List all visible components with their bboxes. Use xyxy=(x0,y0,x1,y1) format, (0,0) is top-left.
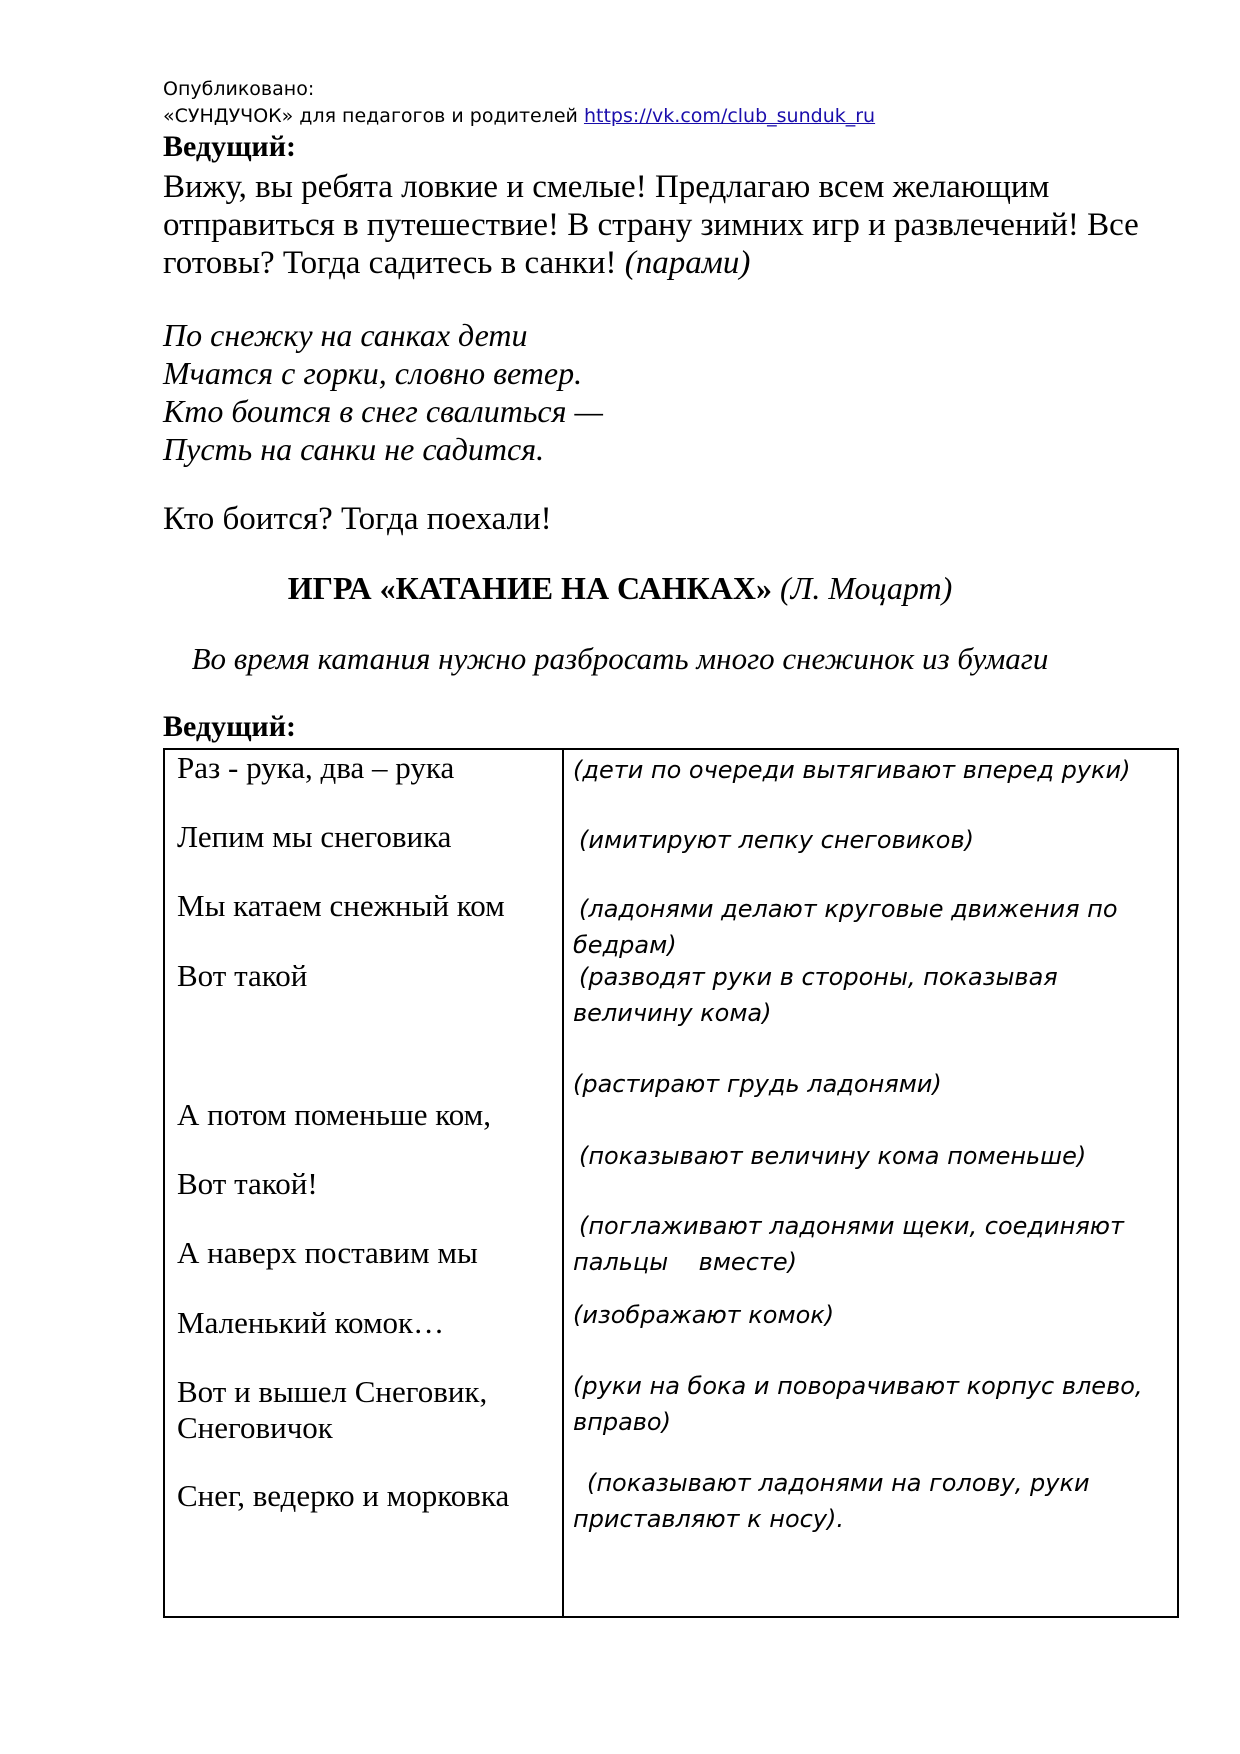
table-right-cell: (поглаживают ладонями щеки, соединяют пальцы вместе) xyxy=(573,1212,1132,1276)
game-composer: (Л. Моцарт) xyxy=(779,570,953,606)
poem-line: Мчатся с горки, словно ветер. xyxy=(163,355,583,391)
intro-text: Вижу, вы ребята ловкие и смелые! Предлагаю всем желающим отправиться в путешествие! В страну зимних игр и развлечений! Все готовы? Тогда садитесь в санки! xyxy=(163,169,1139,281)
table-left-cell: А потом поменьше ком, xyxy=(177,1097,491,1132)
table-right-cell: (дети по очереди вытягивают вперед руки) xyxy=(573,756,1131,784)
poem-line: По снежку на санках дети xyxy=(163,317,528,353)
poem-line: Пусть на санки не садится. xyxy=(163,431,545,467)
after-poem-text: Кто боится? Тогда поехали! xyxy=(163,501,552,537)
speaker-label: Ведущий: xyxy=(163,130,296,163)
table-left-cell: Вот и вышел Снеговик, Снеговичок xyxy=(177,1374,488,1445)
table-left-cell: Снег, ведерко и морковка xyxy=(177,1478,510,1513)
table-right-cell: (показывают ладонями на голову, руки приставляют к носу). xyxy=(573,1469,1090,1533)
table-left-cell: Мы катаем снежный ком xyxy=(177,888,505,923)
table-left-cell: Вот такой! xyxy=(177,1166,318,1201)
source-link[interactable]: https://vk.com/club_sunduk_ru xyxy=(583,105,876,127)
table-right-cell: (ладонями делают круговые движения по бедрам) xyxy=(573,895,1118,959)
table-right-cell: (руки на бока и поворачивают корпус влево, вправо) xyxy=(573,1372,1143,1436)
table-right-cell: (показывают величину кома поменьше) xyxy=(579,1142,1087,1170)
game-title-line xyxy=(0,570,1240,607)
game-title: ИГРА «КАТАНИЕ НА САНКАХ» xyxy=(287,570,772,606)
published-label: Опубликовано: xyxy=(163,78,315,100)
table-divider xyxy=(562,750,564,1616)
table-right-cell: (изображают комок) xyxy=(573,1301,835,1329)
intro-note: (парами) xyxy=(624,245,751,281)
table-left-cell: Вот такой xyxy=(177,958,308,993)
table-right-cell: (растирают грудь ладонями) xyxy=(573,1070,942,1098)
actions-table xyxy=(163,748,1179,1618)
poem-line: Кто боится в снег свалиться — xyxy=(163,393,603,429)
game-note: Во время катания нужно разбросать много снежинок из бумаги xyxy=(191,641,1049,676)
source-line xyxy=(163,105,875,127)
table-left-cell: А наверх поставим мы xyxy=(177,1235,478,1270)
speaker-label-2: Ведущий: xyxy=(163,710,296,743)
table-right-cell: (имитируют лепку снеговиков) xyxy=(579,826,974,854)
table-left-cell: Маленький комок… xyxy=(177,1305,445,1340)
table-left-cell: Лепим мы снеговика xyxy=(177,819,452,854)
table-left-cell: Раз - рука, два – рука xyxy=(177,750,455,785)
table-right-cell: (разводят руки в стороны, показывая величину кома) xyxy=(573,963,1058,1027)
source-text: «СУНДУЧОК» для педагогов и родителей xyxy=(163,105,578,127)
intro-paragraph xyxy=(163,168,1173,282)
